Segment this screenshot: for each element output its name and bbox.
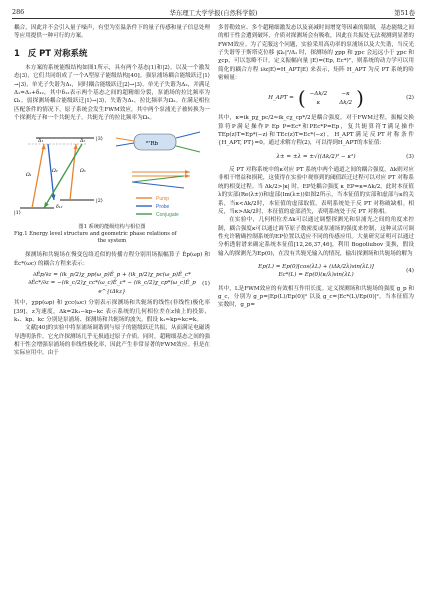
legend-probe-label: Probe [156,204,170,211]
pump-arrowhead-2 [74,144,78,149]
level-1-label: |1⟩ [14,210,21,217]
eq1-line2-rhs: = −(ik_c/2)χ_cc*(ω_c)Ê_c* − (ik_c/2)χ_cp*(ω_c)Ê_p e^{iΔkz} [50,280,196,295]
matrix-lhs: H_APT = [268,95,294,102]
level-3-label: |3⟩ [96,136,103,143]
gain-paragraph: 其中，L是FWM效应的有效相互作用长度。定义探测场和共轭场的强度 g_p 和 g_c，分别为 g_p=|Ep(L)/Ep(0)|² 以及 g_c=|Ec*(L)/Ep(0)|²。当本征值为实数时，g_p= [218,285,414,309]
pump-beam-in [116,138,134,141]
matrix-a22: Δk/2 [339,99,353,106]
eq1-line2 [14,279,210,296]
eq4-line1: Ep(L) = Ep(0)[cos(λL) + (iΔk/2λ)sin(λL)] [258,263,374,270]
experiment-paragraph: 文献[40]的实验中将泵浦场调谐到与原子的能级跃迁共振，从而满足电磁诱导透明条件，它允许探测场几乎无损通过原子介质。同时，超精细基态之间的强相干性会增强泵浦场的非线性极化率，因此产生非常显著的FWM效应。但是在实际应用中，由于 [14,325,210,357]
pump-arrow-2 [70,144,76,200]
eq1-line1-lhs: ∂Êp/∂z [33,272,52,279]
level-2-label: |2⟩ [96,198,103,205]
coupling-paragraph: 其中，κ=ik_pχ_pc/2≈ik_cχ_cp*/2是耦合强度。对于FWM过程，振幅交换算符P满足操作P Ep P=Ec*和PEc*P=Ep，复共轭算符T满足操作TEp(z)T=Ep*(−z)和TEc(z)T=Ec*(−z)，H_APT满足反PT对称条件{H_APT, PT}=0。通过求解方程(2)，可以得到H_APT的本征值： [218,115,414,147]
conjugate-arrow [44,144,82,211]
section-heading [14,49,210,57]
phase-transition-paragraph: 反 PT 对称系统中的κ对应 PT 系统中两个通道之间的耦合强度，Δk则对应非相干增益和损耗，这使得在实验中观察到的阈值跃迁过程可以对应 PT 对称系统的相变过程。当 Δk/2>|κ| 时，EP处耦合强度 κ_EP=κ=Δk/2。此时本征值λ的实部(Re(λ±))和虚部(Im(λ±))如图2所示，当本征值的实部和虚部与κ的关系，当κ<Δk/2时，本征值的虚部取值，表明系统处于反 PT 对称破缺相。相反，当κ>Δk/2时，本征值的虚部消失，表明系统处于反 PT 对称相。 [218,167,414,215]
volume-label: 第51卷 [394,9,415,17]
left-column [14,24,210,358]
delta1-label: Δ₁ [38,139,44,145]
omega2-label: Ω₂ [52,169,58,175]
journal-title: 华东理工大学学报(自然科学版) [169,9,258,17]
probe-beam-out [176,132,200,138]
eq1-line2-lhs: ∂Êc*/∂z [28,280,49,287]
equation-4 [218,263,414,280]
section-title: 反 PT 对称系统 [27,47,88,58]
eq1-number: (1) [202,280,210,287]
eq1-line1-rhs: = (ik_p/2)χ_pp(ω_p)Ê_p + (ik_p/2)χ_pc(ω_p)Ê_c* [53,272,191,279]
susceptibility-paragraph: 其中，χpp(ωp) 和 χcc(ωc) 分别表示探测场和共轭场的线性(非线性)极化率[39]，z为速度，Δk=2k₁−kp−kc 表示系统的几何相位差在z轴上的投影，k₁、kp、kc 分别是泵浦场、探测场和共轭场的波矢。假设 k₁≈kp≈kc=k。 [14,300,210,323]
doppler-paragraph: 多普勒效应、多个超精细激发态以及衰减时间增宽等因素的限制，基态能级之间的相干性会遭到破坏，介质对探测场会有吸收，因此在共振处无法观测到显著的FWM效应。为了克服这个问题，实验采用高功率的泵浦场以及大失谐，当反光子失谐等于斯塔克位移 |Ω₁|²/Δ₁ 时，探测场的 χpp 和 χpc 会远远小于 χpc 和 χcp，可以忽略不计。定义振幅向量 |E⟩=(Ep, Ec*)ᵀ，则系统的动力学可以用简化的耦合方程 i∂z|E⟩=H_APT|E⟩ 来表示，矩阵 H_APT 为反 PT 系统的哈密顿量： [218,25,414,82]
caption-en-2: the system [97,238,127,245]
equation-3 [218,153,414,161]
probe-beam-in [116,143,134,146]
eq1-line1 [14,271,210,279]
omega3-label: Ω₃ [80,169,86,175]
right-column [218,24,414,310]
omega1-label: Ω₁ [26,173,32,179]
eq4-line2: Ec*(L) = Ep(0)(κ/λ)sin(λL) [278,272,354,279]
matrix-a12: −κ [341,90,350,97]
caption-cn: 图1 系统的能级结构与相位图 [78,224,146,231]
eq3-expression: λ± = ±λ = ±√((Δk/2)² − κ²) [276,153,356,160]
hamiltonian-matrix: H_APT = ( −Δk/2 −κ κ Δk/2 ) [268,86,364,111]
equation-2 [218,86,414,111]
pump-arrowhead-1 [42,144,46,150]
k1-arrowhead-a [185,170,190,174]
page-header [12,6,415,18]
figure-caption [14,224,210,245]
conjugate-beam-out [176,146,200,152]
control-paragraph: 在实验中，几何相位差Δk可以通过调整探测光和泵浦光之间的角度来控制，耦合强度κ可以通过调节原子数密度或泵浦场的强度来控制，这种灵活可调性允许精确控制系统的EP位置以适应不同的传感应用。大量研究证明可以通过分析透射谱来确定系统本征值[12,26,37,46]，利用 Bogoliubov 变换，假设输入的探测光为Ep(0)，在没有共轭光输入的情况，输出探测场和共轭场的解为 [218,217,414,257]
system-description-paragraph: 本方案的系统能级结构如图1所示，具有两个基态|1⟩和|2⟩，以及一个激发态|3⟩，它们共同组成了一个Λ型原子能级结构[40]。强泵浦场耦合能级跃迁|1⟩→|3⟩，单光子失谐为Δ₁，同时耦合能级跃迁|2⟩→|3⟩，单光子失谐为Δ₂，并满足Δ₁=Δ₁+δ₁₂，其中δ₁₂表示两个基态之间的超精细分裂，泵浦场的拉比频率为Ω₁。弱探测场耦合能级跃迁|1⟩→|3⟩，失谐为Δ₁，拉比频率为Ω₂。在满足相位匹配条件的情况下，原子系统会发生FWM效应，其中两个泵浦光子被转换为一个探测光子和一个共轭光子，共轭光子的拉比频率为Ω₃。 [14,65,210,122]
legend-pump-label: Pump [156,196,170,203]
figure-1 [14,126,210,222]
pump-arrow-1 [32,144,44,208]
delta2-label: Δ₂ [80,139,86,145]
delta12-label: δ₁₂ [56,205,63,211]
matrix-a11: −Δk/2 [309,90,328,97]
propagation-paragraph: 探测场和共轭场在慢变包络近似的传播方程分别用场振幅算子 Êp(ωp) 和 Êc*(ωc) 的耦合方程来表示： [14,252,210,267]
matrix-a21: κ [316,99,321,106]
legend-conjugate-label: Conjugate [156,212,179,219]
header-rule [12,18,415,19]
eq3-number: (3) [406,153,414,160]
intro-paragraph: 耦合，因此并不会引入量子噪声，有望为室温条件下的量子传感和量子信息处理等应用提供一种可行的方案。 [14,25,210,40]
section-number: 1 [14,47,20,58]
energy-level-diagram [14,126,210,222]
cell-label: ⁸⁷Rb [146,141,159,148]
page-number: 286 [12,8,25,16]
eq2-number: (2) [406,95,414,102]
kp-vector [132,182,184,188]
k1-arrowhead-b [185,174,190,178]
equation-1 [14,271,210,296]
kc-vector [132,176,184,182]
caption-en-1: Fig.1 Energy level structure and geometric phase relations of [14,231,177,238]
eq4-number: (4) [406,268,414,275]
